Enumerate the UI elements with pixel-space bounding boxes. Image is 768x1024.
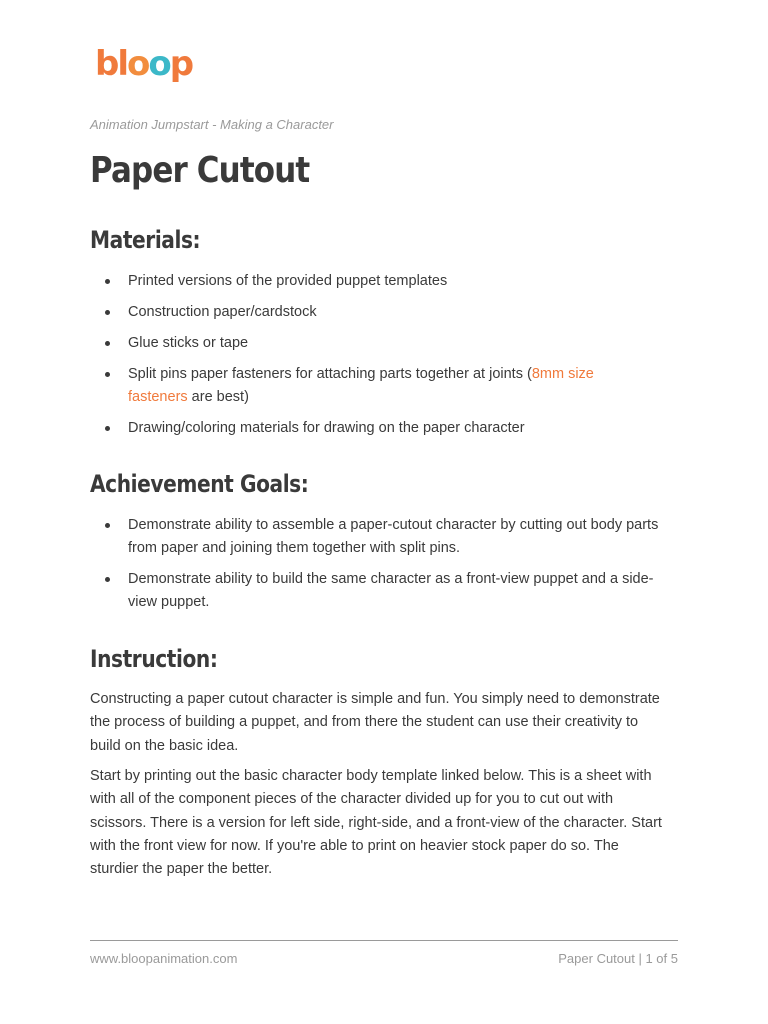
bullet-icon: [105, 341, 110, 346]
instruction-paragraph: Start by printing out the basic character body template linked below. This is a sheet with with all of the component pieces of the character divided up for you to cut out with scissors. There is a version for left side, right-side, and a front-view of the character. Start with the front view for now. If you're able to print on heavier stock paper do so. The sturdier the paper the better.: [90, 768, 662, 878]
bullet-icon: [105, 372, 110, 377]
bloop-logo[interactable]: [95, 46, 192, 82]
goals-list: [90, 514, 678, 614]
footer-page-label: Paper Cutout | 1 of 5: [558, 951, 678, 966]
list-item: [90, 270, 678, 293]
footer-divider: [90, 940, 678, 941]
bullet-icon: [105, 523, 110, 528]
list-item: [90, 417, 678, 440]
list-item: [90, 332, 678, 355]
list-item: [90, 363, 678, 409]
instruction-heading: Instruction:: [90, 645, 218, 673]
logo-letter: o: [127, 44, 149, 84]
logo-letter: o: [148, 44, 170, 84]
list-item-text: Split pins paper fasteners for attaching parts together at joints (: [128, 366, 532, 382]
goals-heading: Achievement Goals:: [90, 470, 309, 498]
fasteners-link[interactable]: 8mm size fasteners: [128, 366, 594, 405]
list-item-text: Demonstrate ability to build the same character as a front-view puppet and a side-view puppet.: [128, 571, 654, 610]
document-subtitle: Animation Jumpstart - Making a Character: [90, 117, 334, 132]
list-item: [90, 514, 678, 560]
list-item: [90, 568, 678, 614]
list-item-text: Demonstrate ability to assemble a paper-cutout character by cutting out body parts from paper and joining them together with split pins.: [128, 517, 659, 556]
list-item-text: Construction paper/cardstock: [128, 304, 317, 320]
logo-letter: p: [169, 44, 193, 84]
list-item-text: are best): [187, 389, 249, 405]
page-title: Paper Cutout: [90, 150, 310, 191]
logo-letter: l: [117, 44, 127, 84]
materials-list: [90, 270, 678, 440]
logo-letter: b: [95, 44, 118, 84]
materials-heading: Materials:: [90, 226, 201, 254]
footer-website[interactable]: www.bloopanimation.com: [90, 951, 238, 966]
bullet-icon: [105, 310, 110, 315]
bullet-icon: [105, 279, 110, 284]
instruction-paragraph: Constructing a paper cutout character is simple and fun. You simply need to demonstrate the process of building a puppet, and from there the student can use their creativity to build on the basic idea.: [90, 691, 660, 754]
bullet-icon: [105, 426, 110, 431]
list-item-text: Printed versions of the provided puppet templates: [128, 273, 448, 289]
list-item-text: Drawing/coloring materials for drawing on the paper character: [128, 420, 525, 436]
list-item: [90, 301, 678, 324]
list-item-text: Glue sticks or tape: [128, 335, 249, 351]
bullet-icon: [105, 577, 110, 582]
